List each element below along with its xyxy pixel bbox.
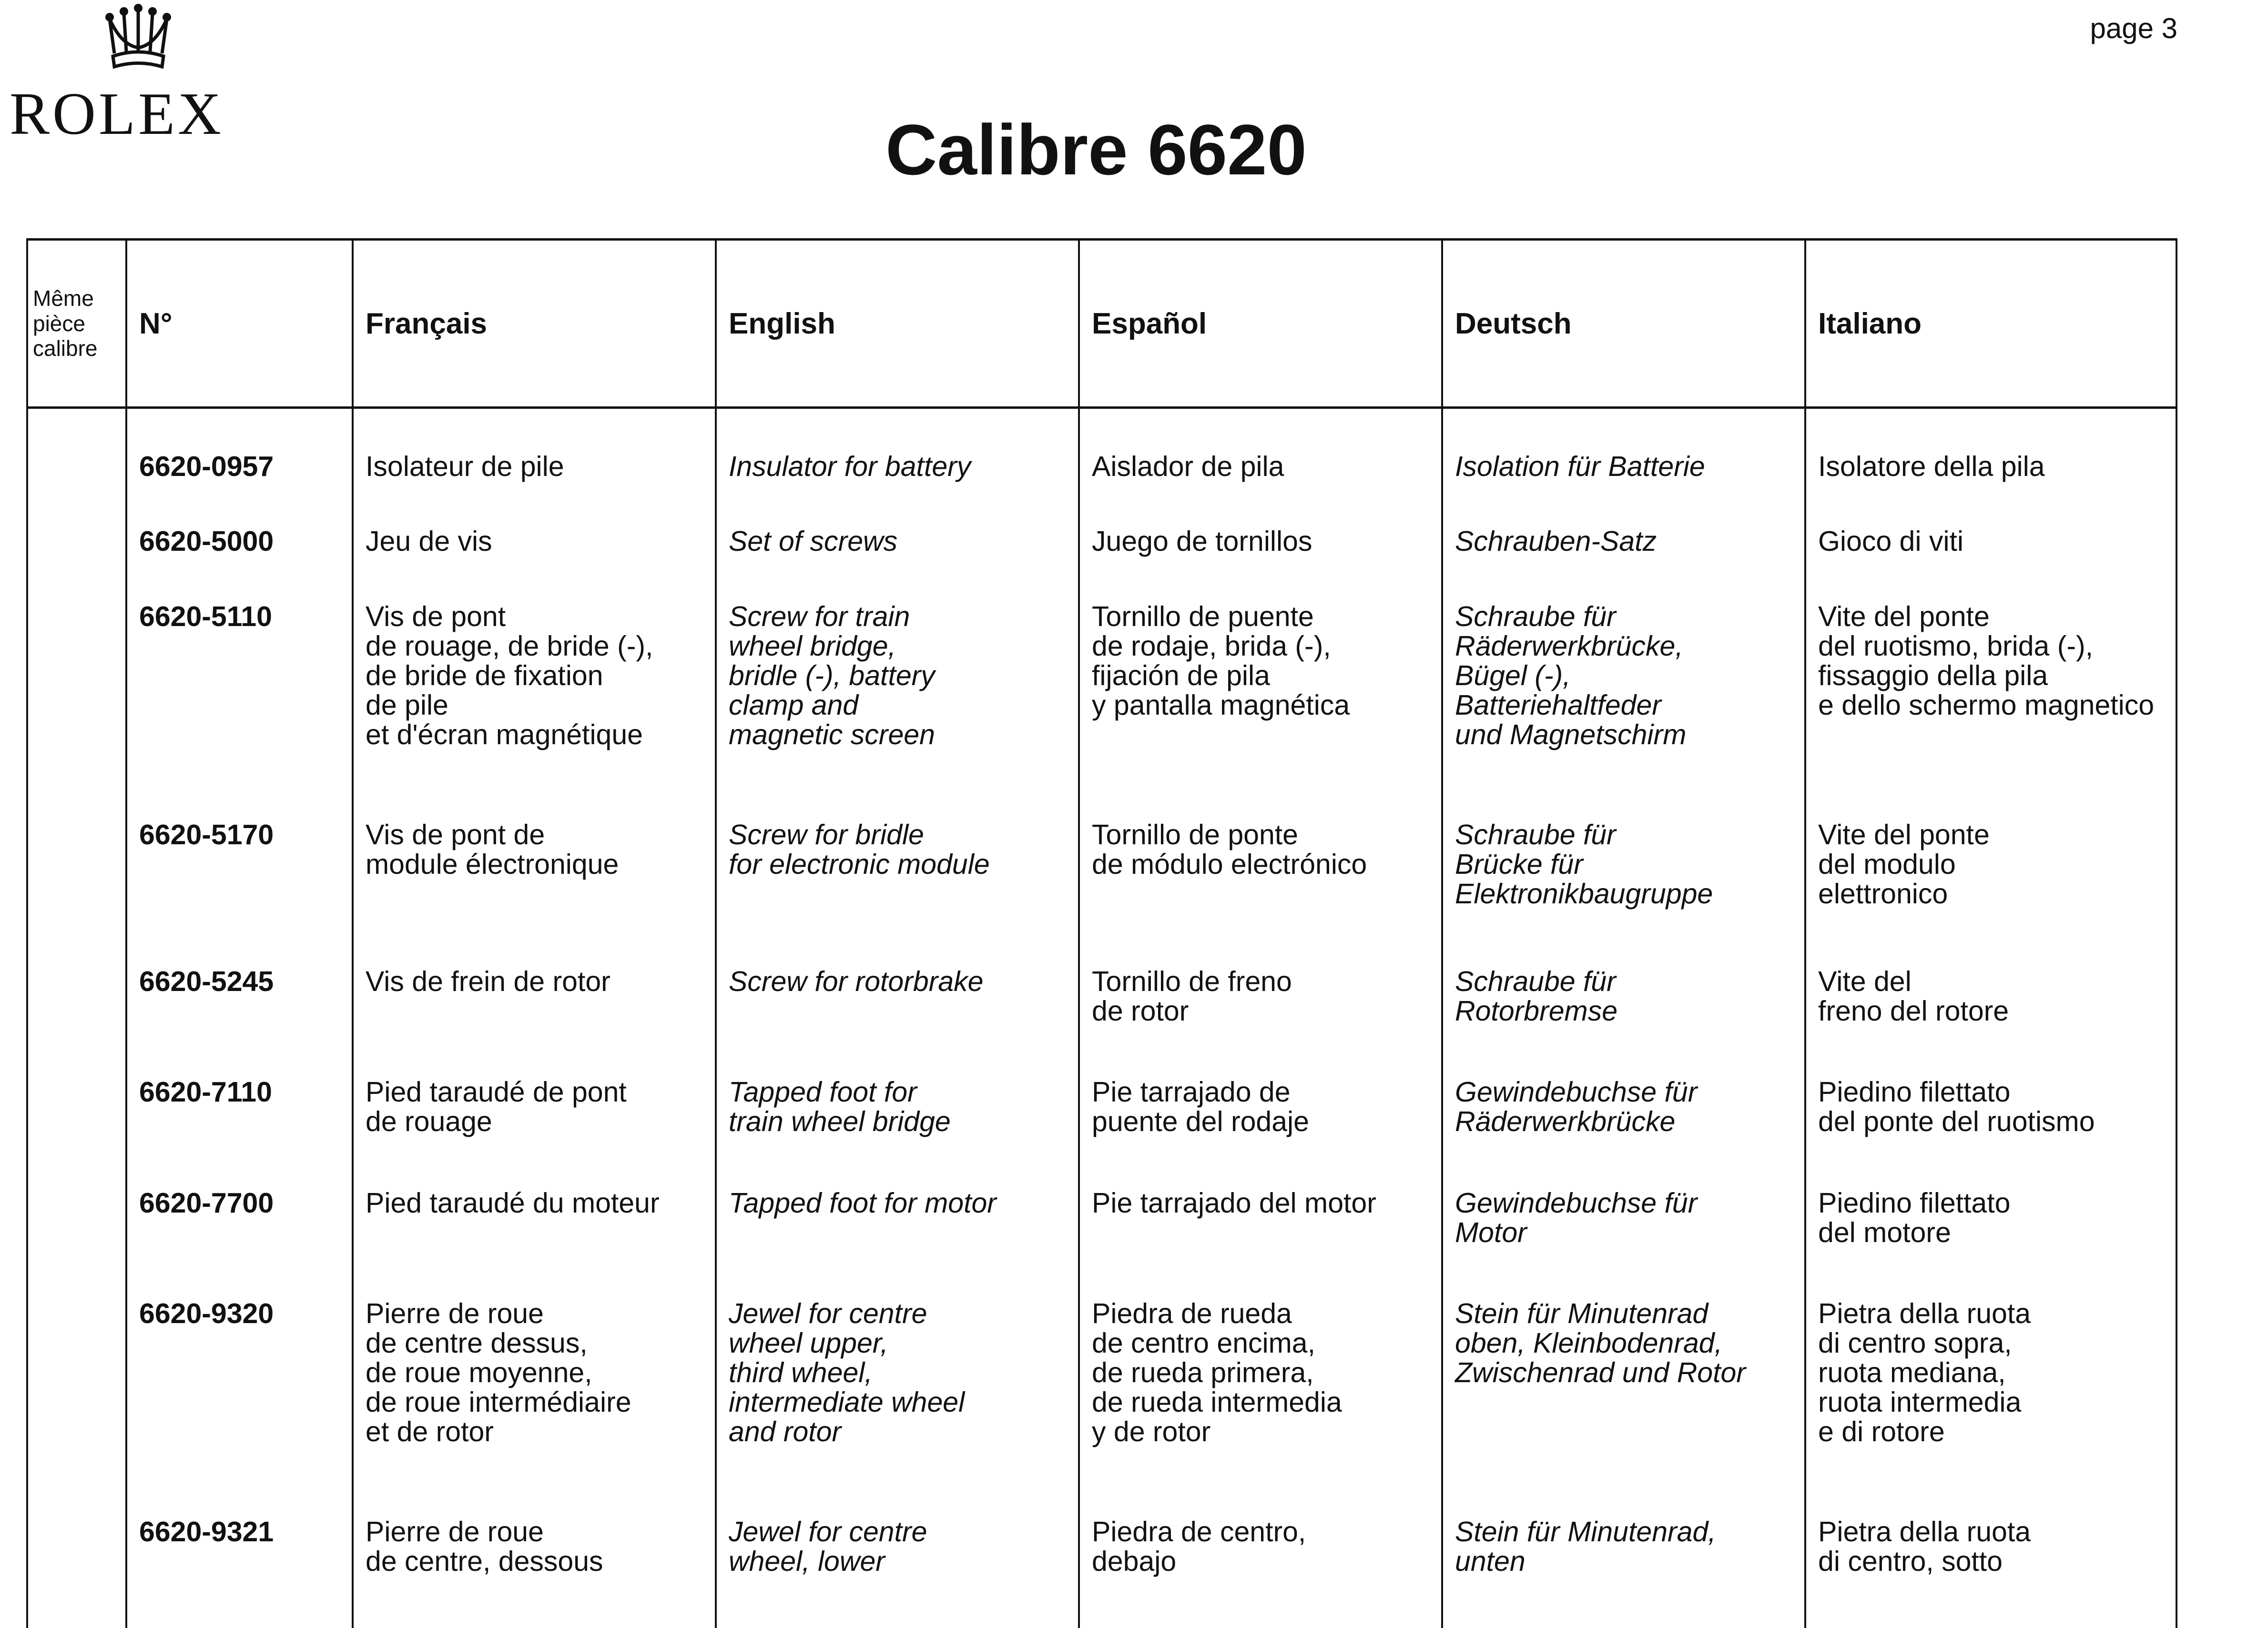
same-part-cell: [27, 602, 126, 820]
part-number-text: 6620-7700: [139, 1187, 274, 1219]
column-header-espanol: Español: [1079, 240, 1442, 408]
espanol-cell: [1079, 1077, 1442, 1188]
table-header-row: [27, 240, 2176, 408]
francais-cell: [353, 967, 716, 1078]
francais-text: Jeu de vis: [366, 526, 492, 557]
same-part-cell: [27, 526, 126, 601]
english-text: Insulator for battery: [729, 451, 971, 482]
francais-text: Pierre de roue de centre, dessous: [366, 1516, 603, 1577]
column-header-francais: Français: [353, 240, 716, 408]
part-number-text: 6620-9321: [139, 1516, 274, 1548]
table-row: [27, 1517, 2176, 1628]
espanol-text: Tornillo de ponte de módulo electrónico: [1092, 819, 1367, 880]
espanol-cell: [1079, 967, 1442, 1078]
italiano-cell: [1805, 820, 2176, 967]
deutsch-cell: [1442, 1077, 1805, 1188]
italiano-text: Piedino filettato del ponte del ruotismo: [1818, 1076, 2095, 1138]
deutsch-text: Schraube für Räderwerkbrücke, Bügel (-), Batteriehaltfeder und Magnetschirm: [1455, 600, 1687, 750]
francais-text: Pierre de roue de centre dessus, de roue moyenne, de roue intermédiaire et de rotor: [366, 1298, 631, 1448]
francais-text: Vis de frein de rotor: [366, 965, 610, 997]
francais-cell: [353, 1188, 716, 1299]
page-number: page 3: [2090, 12, 2177, 44]
english-text: Screw for rotorbrake: [729, 965, 984, 997]
espanol-text: Pie tarrajado de puente del rodaje: [1092, 1076, 1309, 1138]
table-row: [27, 602, 2176, 820]
english-cell: [716, 1077, 1079, 1188]
table-row: [27, 967, 2176, 1078]
francais-cell: [353, 1517, 716, 1628]
francais-text: Vis de pont de module électronique: [366, 819, 619, 880]
brand-name: ROLEX: [10, 81, 224, 147]
english-text: Jewel for centre wheel, lower: [729, 1516, 927, 1577]
deutsch-cell: [1442, 1299, 1805, 1517]
francais-text: Isolateur de pile: [366, 451, 564, 482]
italiano-cell: [1805, 526, 2176, 601]
deutsch-text: Stein für Minutenrad, unten: [1455, 1516, 1716, 1577]
espanol-cell: [1079, 526, 1442, 601]
same-part-cell: [27, 1077, 126, 1188]
english-text: Set of screws: [729, 526, 898, 557]
english-cell: [716, 820, 1079, 967]
part-number-cell: [126, 820, 353, 967]
francais-cell: [353, 1077, 716, 1188]
english-text: Tapped foot for motor: [729, 1187, 997, 1219]
page-title: Calibre 6620: [885, 110, 1307, 190]
deutsch-text: Isolation für Batterie: [1455, 451, 1705, 482]
espanol-text: Aislador de pila: [1092, 451, 1284, 482]
espanol-text: Piedra de rueda de centro encima, de rueda primera, de rueda intermedia y de rotor: [1092, 1298, 1342, 1448]
deutsch-cell: [1442, 820, 1805, 967]
deutsch-text: Schraube für Rotorbremse: [1455, 965, 1618, 1027]
same-part-cell: [27, 1188, 126, 1299]
deutsch-cell: [1442, 967, 1805, 1078]
espanol-cell: [1079, 602, 1442, 820]
deutsch-text: Gewindebuchse für Motor: [1455, 1187, 1698, 1248]
english-cell: [716, 1299, 1079, 1517]
same-part-cell: [27, 452, 126, 526]
part-number-cell: [126, 967, 353, 1078]
francais-text: Vis de pont de rouage, de bride (-), de bride de fixation de pile et d'écran magnétique: [366, 600, 653, 750]
italiano-text: Piedino filettato del motore: [1818, 1187, 2011, 1248]
francais-cell: [353, 602, 716, 820]
espanol-cell: [1079, 452, 1442, 526]
english-text: Jewel for centre wheel upper, third wheel, intermediate wheel and rotor: [729, 1298, 965, 1448]
italiano-cell: [1805, 1077, 2176, 1188]
english-cell: [716, 1517, 1079, 1628]
part-number-text: 6620-5245: [139, 965, 274, 997]
deutsch-text: Schraube für Brücke für Elektronikbaugruppe: [1455, 819, 1713, 910]
column-header-italiano: Italiano: [1805, 240, 2176, 408]
column-header-same-part: Même pièce calibre: [27, 240, 126, 408]
italiano-text: Pietra della ruota di centro sopra, ruota mediana, ruota intermedia e di rotore: [1818, 1298, 2031, 1448]
deutsch-cell: [1442, 452, 1805, 526]
english-cell: [716, 526, 1079, 601]
table-row: [27, 1188, 2176, 1299]
column-header-deutsch: Deutsch: [1442, 240, 1805, 408]
table-row: [27, 1077, 2176, 1188]
francais-cell: [353, 526, 716, 601]
italiano-text: Pietra della ruota di centro, sotto: [1818, 1516, 2031, 1577]
espanol-cell: [1079, 1188, 1442, 1299]
table-row: [27, 820, 2176, 967]
francais-cell: [353, 820, 716, 967]
italiano-cell: [1805, 602, 2176, 820]
francais-text: Pied taraudé du moteur: [366, 1187, 660, 1219]
francais-cell: [353, 1299, 716, 1517]
italiano-cell: [1805, 1188, 2176, 1299]
deutsch-text: Schrauben-Satz: [1455, 526, 1657, 557]
italiano-text: Vite del ponte del modulo elettronico: [1818, 819, 1990, 910]
espanol-text: Piedra de centro, debajo: [1092, 1516, 1306, 1577]
english-text: Screw for train wheel bridge, bridle (-), battery clamp and magnetic screen: [729, 600, 935, 750]
part-number-text: 6620-5110: [139, 600, 272, 632]
same-part-cell: [27, 1517, 126, 1628]
part-number-cell: [126, 602, 353, 820]
italiano-text: Gioco di viti: [1818, 526, 1963, 557]
italiano-text: Vite del freno del rotore: [1818, 965, 2009, 1027]
part-number-text: 6620-5170: [139, 819, 274, 850]
espanol-text: Tornillo de freno de rotor: [1092, 965, 1292, 1027]
part-number-cell: [126, 1517, 353, 1628]
deutsch-cell: [1442, 526, 1805, 601]
espanol-text: Pie tarrajado del motor: [1092, 1187, 1376, 1219]
table-row: [27, 526, 2176, 601]
italiano-cell: [1805, 1299, 2176, 1517]
part-number-text: 6620-7110: [139, 1076, 272, 1108]
italiano-cell: [1805, 452, 2176, 526]
part-number-cell: [126, 1077, 353, 1188]
italiano-text: Isolatore della pila: [1818, 451, 2045, 482]
espanol-text: Tornillo de puente de rodaje, brida (-), fijación de pila y pantalla magnética: [1092, 600, 1350, 721]
part-number-text: 6620-5000: [139, 526, 274, 557]
table-spacer: [27, 408, 2176, 452]
deutsch-cell: [1442, 1188, 1805, 1299]
english-text: Tapped foot for train wheel bridge: [729, 1076, 951, 1138]
deutsch-text: Gewindebuchse für Räderwerkbrücke: [1455, 1076, 1698, 1138]
part-number-cell: [126, 1299, 353, 1517]
francais-text: Pied taraudé de pont de rouage: [366, 1076, 627, 1138]
table-row: [27, 1299, 2176, 1517]
deutsch-cell: [1442, 1517, 1805, 1628]
table-row: [27, 452, 2176, 526]
part-number-cell: [126, 452, 353, 526]
deutsch-text: Stein für Minutenrad oben, Kleinbodenrad, Zwischenrad und Rotor: [1455, 1298, 1746, 1389]
deutsch-cell: [1442, 602, 1805, 820]
english-cell: [716, 1188, 1079, 1299]
column-header-number: N°: [126, 240, 353, 408]
part-number-cell: [126, 526, 353, 601]
part-number-cell: [126, 1188, 353, 1299]
column-header-english: English: [716, 240, 1079, 408]
english-cell: [716, 452, 1079, 526]
espanol-cell: [1079, 1299, 1442, 1517]
espanol-cell: [1079, 1517, 1442, 1628]
same-part-cell: [27, 967, 126, 1078]
part-number-text: 6620-9320: [139, 1298, 274, 1330]
part-number-text: 6620-0957: [139, 451, 274, 482]
parts-table: [26, 238, 2177, 1628]
espanol-text: Juego de tornillos: [1092, 526, 1312, 557]
francais-cell: [353, 452, 716, 526]
crown-icon: [102, 0, 174, 71]
espanol-cell: [1079, 820, 1442, 967]
italiano-cell: [1805, 967, 2176, 1078]
english-cell: [716, 602, 1079, 820]
italiano-text: Vite del ponte del ruotismo, brida (-), fissaggio della pila e dello schermo magnetico: [1818, 600, 2155, 721]
english-cell: [716, 967, 1079, 1078]
same-part-cell: [27, 820, 126, 967]
italiano-cell: [1805, 1517, 2176, 1628]
english-text: Screw for bridle for electronic module: [729, 819, 990, 880]
same-part-cell: [27, 1299, 126, 1517]
